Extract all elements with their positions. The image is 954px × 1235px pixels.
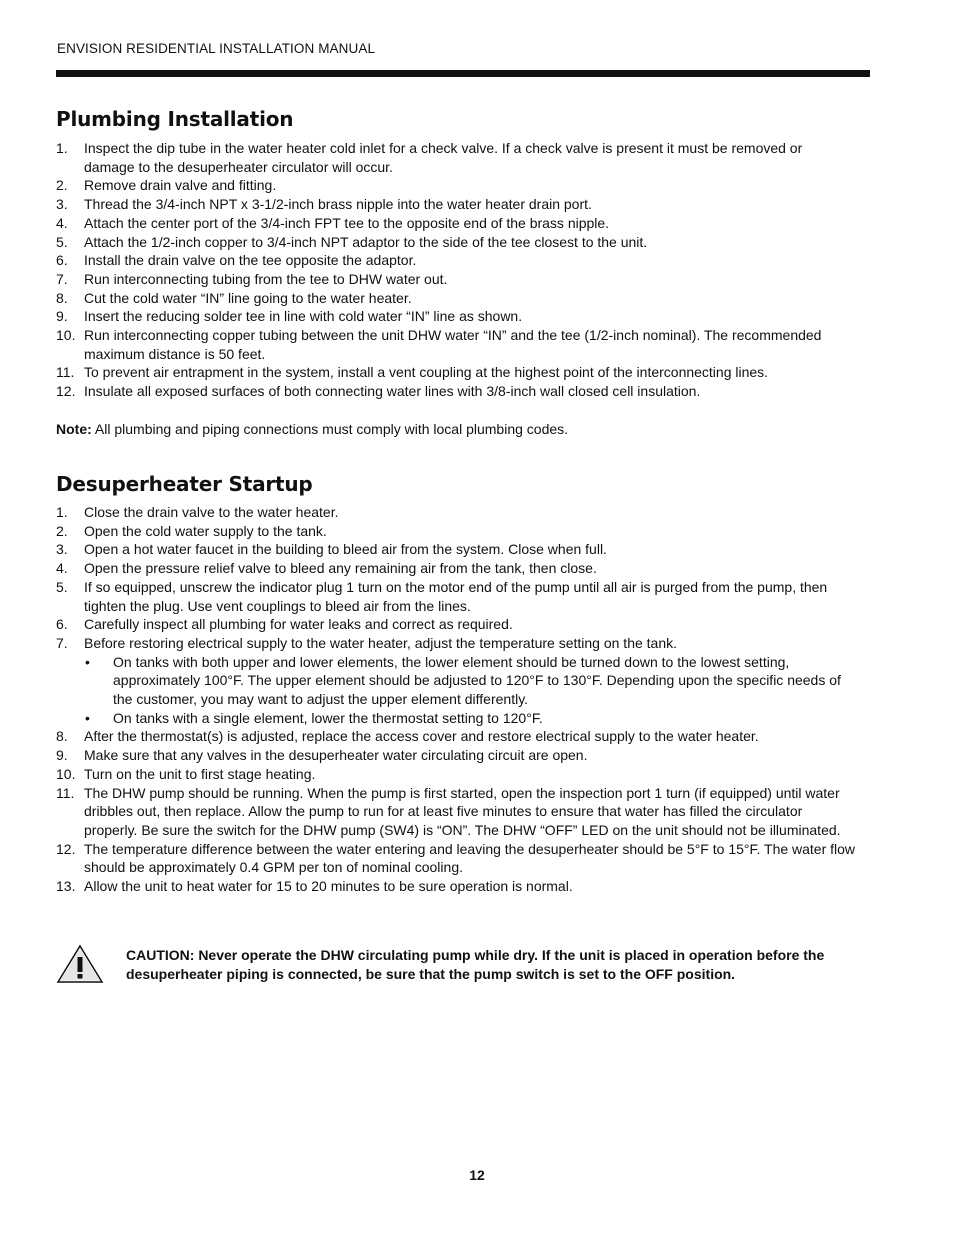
- list-item-number: 5.: [56, 233, 68, 250]
- list-item: [56, 214, 856, 233]
- plumbing-section-title: Plumbing Installation: [56, 107, 294, 131]
- list-item-text-wrap: [84, 746, 856, 765]
- list-item-text-wrap: [84, 634, 856, 728]
- list-item-text-wrap: [84, 784, 856, 840]
- list-item-text-wrap: [84, 877, 856, 896]
- list-item: [56, 522, 856, 541]
- list-item-text-wrap: [84, 270, 856, 289]
- list-item-text: Make sure that any valves in the desuperheater water circulating circuit are open.: [84, 747, 588, 764]
- list-item-text: Install the drain valve on the tee opposite the adaptor.: [84, 252, 417, 269]
- list-item-text-wrap: [84, 540, 856, 559]
- list-item-text-wrap: [84, 326, 856, 363]
- bullet-marker: •: [85, 709, 90, 726]
- list-item: [56, 270, 856, 289]
- header-rule: [56, 70, 870, 77]
- list-item: [56, 233, 856, 252]
- list-item-text: Cut the cold water “IN” line going to the water heater.: [84, 289, 412, 306]
- list-item-number: 11.: [56, 364, 75, 381]
- list-item-number: 13.: [56, 878, 76, 895]
- list-item-text-wrap: [84, 289, 856, 308]
- list-item-number: 6.: [56, 252, 68, 269]
- list-item-number: 9.: [56, 747, 68, 764]
- list-item: [56, 139, 856, 176]
- list-item-text-wrap: [84, 578, 856, 615]
- list-item-text: Turn on the unit to first stage heating.: [84, 765, 316, 782]
- list-item-text: Run interconnecting tubing from the tee to DHW water out.: [84, 270, 448, 287]
- startup-steps-list: [56, 503, 856, 896]
- list-item-text: Inspect the dip tube in the water heater cold inlet for a check valve. If a check valve is present it must be removed or damage to the desuperheater circulator will occur.: [84, 140, 803, 175]
- list-item: [56, 559, 856, 578]
- list-item: [56, 727, 856, 746]
- list-item-number: 8.: [56, 289, 68, 306]
- plumbing-steps-list: [56, 139, 856, 401]
- sub-list-item-text: On tanks with both upper and lower elements, the lower element should be turned down to the lowest setting, approximately 100°F. The upper element should be adjusted to 120°F to 130°F. Depending upon the specific needs of the customer, you may want to adjust the upper element differently.: [113, 653, 841, 708]
- list-item-text: Insulate all exposed surfaces of both connecting water lines with 3/8-inch wall closed cell insulation.: [84, 383, 701, 400]
- list-item-number: 6.: [56, 616, 68, 633]
- startup-section-title: Desuperheater Startup: [56, 472, 313, 496]
- list-item: [56, 784, 856, 840]
- list-item: [56, 382, 856, 401]
- list-item-number: 1.: [56, 504, 68, 520]
- list-item-number: 11.: [56, 784, 75, 801]
- list-item-text-wrap: [84, 363, 856, 382]
- list-item-text: Remove drain valve and fitting.: [84, 177, 277, 194]
- list-item-number: 3.: [56, 196, 68, 213]
- list-item-number: 10.: [56, 765, 76, 782]
- list-item: [56, 840, 856, 877]
- list-item-number: 1.: [56, 140, 68, 156]
- list-item-number: 2.: [56, 177, 68, 194]
- list-item-text-wrap: [84, 727, 856, 746]
- list-item: [56, 195, 856, 214]
- list-item-text: Allow the unit to heat water for 15 to 20 minutes to be sure operation is normal.: [84, 878, 573, 895]
- plumbing-note: [56, 420, 568, 439]
- list-item-text: Attach the center port of the 3/4-inch FPT tee to the opposite end of the brass nipple.: [84, 214, 610, 231]
- list-item-number: 9.: [56, 308, 68, 325]
- list-item: [56, 289, 856, 308]
- list-item-number: 4.: [56, 560, 68, 577]
- list-item-text: Thread the 3/4-inch NPT x 3-1/2-inch brass nipple into the water heater drain port.: [84, 196, 592, 213]
- list-item-number: 7.: [56, 634, 68, 651]
- list-item-number: 10.: [56, 327, 76, 344]
- list-item-number: 12.: [56, 840, 76, 857]
- list-item-text: Run interconnecting copper tubing between the unit DHW water “IN” and the tee (1/2-inch nominal). The recommended maximum distance is 50 feet.: [84, 327, 822, 362]
- list-item-text: Before restoring electrical supply to the water heater, adjust the temperature setting on the tank.: [84, 634, 678, 651]
- note-label: Note:: [56, 421, 92, 437]
- sub-list-item: [84, 709, 856, 728]
- list-item-number: 2.: [56, 522, 68, 539]
- sub-list-item: [84, 653, 856, 709]
- list-item: [56, 326, 856, 363]
- list-item: [56, 578, 856, 615]
- sub-list: [84, 653, 856, 728]
- running-header: ENVISION RESIDENTIAL INSTALLATION MANUAL: [57, 41, 376, 56]
- list-item-text: Open the cold water supply to the tank.: [84, 522, 327, 539]
- list-item: [56, 251, 856, 270]
- list-item-text-wrap: [84, 233, 856, 252]
- caution-text: CAUTION: Never operate the DHW circulating pump while dry. If the unit is placed in operation before the desuperheater piping is connected, be sure that the pump switch is set to the OFF position.: [126, 947, 825, 982]
- list-item: [56, 634, 856, 728]
- list-item-text: Attach the 1/2-inch copper to 3/4-inch NPT adaptor to the side of the tee closest to the unit.: [84, 233, 648, 250]
- list-item: [56, 307, 856, 326]
- list-item-text-wrap: [84, 522, 856, 541]
- list-item-number: 12.: [56, 383, 76, 400]
- note-text: All plumbing and piping connections must comply with local plumbing codes.: [91, 421, 569, 437]
- list-item-text-wrap: [84, 176, 856, 195]
- list-item-number: 4.: [56, 214, 68, 231]
- list-item: [56, 746, 856, 765]
- list-item-text: Open a hot water faucet in the building to bleed air from the system. Close when full.: [84, 541, 607, 558]
- list-item: [56, 540, 856, 559]
- list-item: [56, 503, 856, 522]
- list-item-text: After the thermostat(s) is adjusted, replace the access cover and restore electrical supply to the water heater.: [84, 728, 759, 745]
- list-item-text: The DHW pump should be running. When the pump is first started, open the inspection port 1 turn (if equipped) until water dribbles out, then replace. Allow the pump to run for at least five minutes to ensure that water has filled the circulator properly. Be sure the switch for the DHW pump (SW4) is “ON”. The DHW “OFF” LED on the unit should not be illuminated.: [84, 784, 841, 838]
- list-item-number: 5.: [56, 578, 68, 595]
- list-item-text-wrap: [84, 503, 856, 522]
- list-item-text-wrap: [84, 307, 856, 326]
- list-item-text: Carefully inspect all plumbing for water leaks and correct as required.: [84, 616, 513, 633]
- list-item-text-wrap: [84, 615, 856, 634]
- list-item: [56, 363, 856, 382]
- sub-list-item-text: On tanks with a single element, lower the thermostat setting to 120°F.: [113, 709, 543, 726]
- list-item-number: 8.: [56, 728, 68, 745]
- list-item: [56, 877, 856, 896]
- list-item-text-wrap: [84, 765, 856, 784]
- list-item-text: To prevent air entrapment in the system, install a vent coupling at the highest point of the interconnecting lines.: [84, 364, 769, 381]
- list-item-text: If so equipped, unscrew the indicator plug 1 turn on the motor end of the pump until all air is purged from the pump, then tighten the plug. Use vent couplings to bleed air from the lines.: [84, 578, 828, 614]
- list-item-text-wrap: [84, 251, 856, 270]
- bullet-marker: •: [85, 653, 90, 670]
- list-item-text-wrap: [84, 559, 856, 578]
- list-item-number: 3.: [56, 541, 68, 558]
- list-item-text: The temperature difference between the water entering and leaving the desuperheater should be 5°F to 15°F. The water flow should be approximately 0.4 GPM per ton of nominal cooling.: [84, 840, 856, 876]
- list-item: [56, 176, 856, 195]
- list-item: [56, 615, 856, 634]
- list-item-text-wrap: [84, 139, 856, 176]
- warning-triangle-icon: [56, 944, 104, 984]
- list-item-text: Close the drain valve to the water heater.: [84, 504, 339, 520]
- page-number: 12: [469, 1167, 485, 1183]
- list-item: [56, 765, 856, 784]
- list-item-text-wrap: [84, 382, 856, 401]
- list-item-text-wrap: [84, 214, 856, 233]
- list-item-text-wrap: [84, 840, 856, 877]
- list-item-number: 7.: [56, 270, 68, 287]
- list-item-text: Open the pressure relief valve to bleed any remaining air from the tank, then close.: [84, 560, 597, 577]
- list-item-text-wrap: [84, 195, 856, 214]
- list-item-text: Insert the reducing solder tee in line with cold water “IN” line as shown.: [84, 308, 523, 325]
